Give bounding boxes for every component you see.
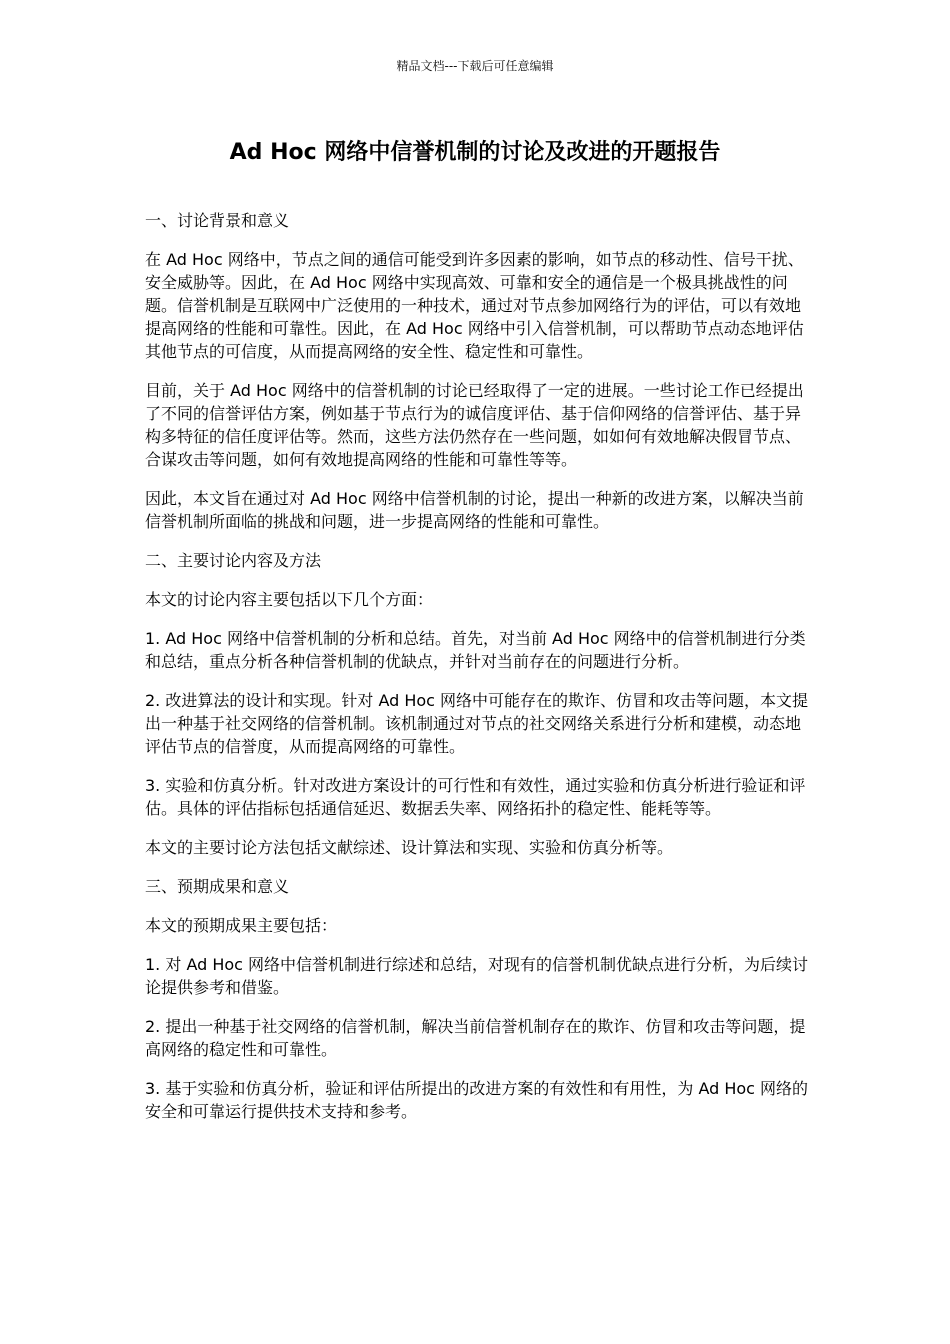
document-body (145, 209, 810, 1139)
paragraph-background-1: 在 Ad Hoc 网络中，节点之间的通信可能受到许多因素的影响，如节点的移动性、信号干扰、安全威胁等。因此，在 Ad Hoc 网络中实现高效、可靠和安全的通信是一个极具挑战性的问题。信誉机制是互联网中广泛使用的一种技术，通过对节点参加网络行为的评估，可以有效地提高网络的性能和可靠性。因此，在 Ad Hoc 网络中引入信誉机制，可以帮助节点动态地评估其他节点的可信度，从而提高网络的安全性、稳定性和可靠性。 (145, 250, 804, 361)
paragraph-background-2: 目前，关于 Ad Hoc 网络中的信誉机制的讨论已经取得了一定的进展。一些讨论工作已经提出了不同的信誉评估方案，例如基于节点行为的诚信度评估、基于信仰网络的信誉评估、基于异构多特征的信任度评估等。然而，这些方法仍然存在一些问题，如如何有效地解决假冒节点、合谋攻击等问题，如何有效地提高网络的性能和可靠性等等。 (145, 381, 804, 469)
list-item-outcome-1: 1. 对 Ad Hoc 网络中信誉机制进行综述和总结，对现有的信誉机制优缺点进行分析，为后续讨论提供参考和借鉴。 (145, 955, 809, 997)
section-heading-background: 一、讨论背景和意义 (145, 211, 290, 230)
section-heading-outcomes: 三、预期成果和意义 (145, 877, 290, 896)
document-title: Ad Hoc 网络中信誉机制的讨论及改进的开题报告 (229, 140, 721, 165)
list-item-outcome-3: 3. 基于实验和仿真分析，验证和评估所提出的改进方案的有效性和有用性，为 Ad Hoc 网络的安全和可靠运行提供技术支持和参考。 (145, 1079, 809, 1121)
list-item-outcome-2: 2. 提出一种基于社交网络的信誉机制，解决当前信誉机制存在的欺诈、仿冒和攻击等问题，提高网络的稳定性和可靠性。 (145, 1017, 806, 1059)
paragraph-background-3: 因此，本文旨在通过对 Ad Hoc 网络中信誉机制的讨论，提出一种新的改进方案，以解决当前信誉机制所面临的挑战和问题，进一步提高网络的性能和可靠性。 (145, 489, 804, 531)
list-item-content-2: 2. 改进算法的设计和实现。针对 Ad Hoc 网络中可能存在的欺诈、仿冒和攻击等问题，本文提出一种基于社交网络的信誉机制。该机制通过对节点的社交网络关系进行分析和建模，动态地评估节点的信誉度，从而提高网络的可靠性。 (145, 691, 809, 756)
paragraph-methods: 本文的主要讨论方法包括文献综述、设计算法和实现、实验和仿真分析等。 (145, 838, 674, 857)
list-item-content-3: 3. 实验和仿真分析。针对改进方案设计的可行性和有效性，通过实验和仿真分析进行验证和评估。具体的评估指标包括通信延迟、数据丢失率、网络拓扑的稳定性、能耗等等。 (145, 776, 806, 818)
header-note: 精品文档---下载后可任意编辑 (396, 59, 554, 73)
section-heading-content: 二、主要讨论内容及方法 (145, 551, 322, 570)
list-item-content-1: 1. Ad Hoc 网络中信誉机制的分析和总结。首先，对当前 Ad Hoc 网络中的信誉机制进行分类和总结，重点分析各种信誉机制的优缺点，并针对当前存在的问题进行分析。 (145, 629, 806, 671)
paragraph-outcomes-intro: 本文的预期成果主要包括： (145, 916, 338, 935)
paragraph-content-intro: 本文的讨论内容主要包括以下几个方面： (145, 590, 434, 609)
